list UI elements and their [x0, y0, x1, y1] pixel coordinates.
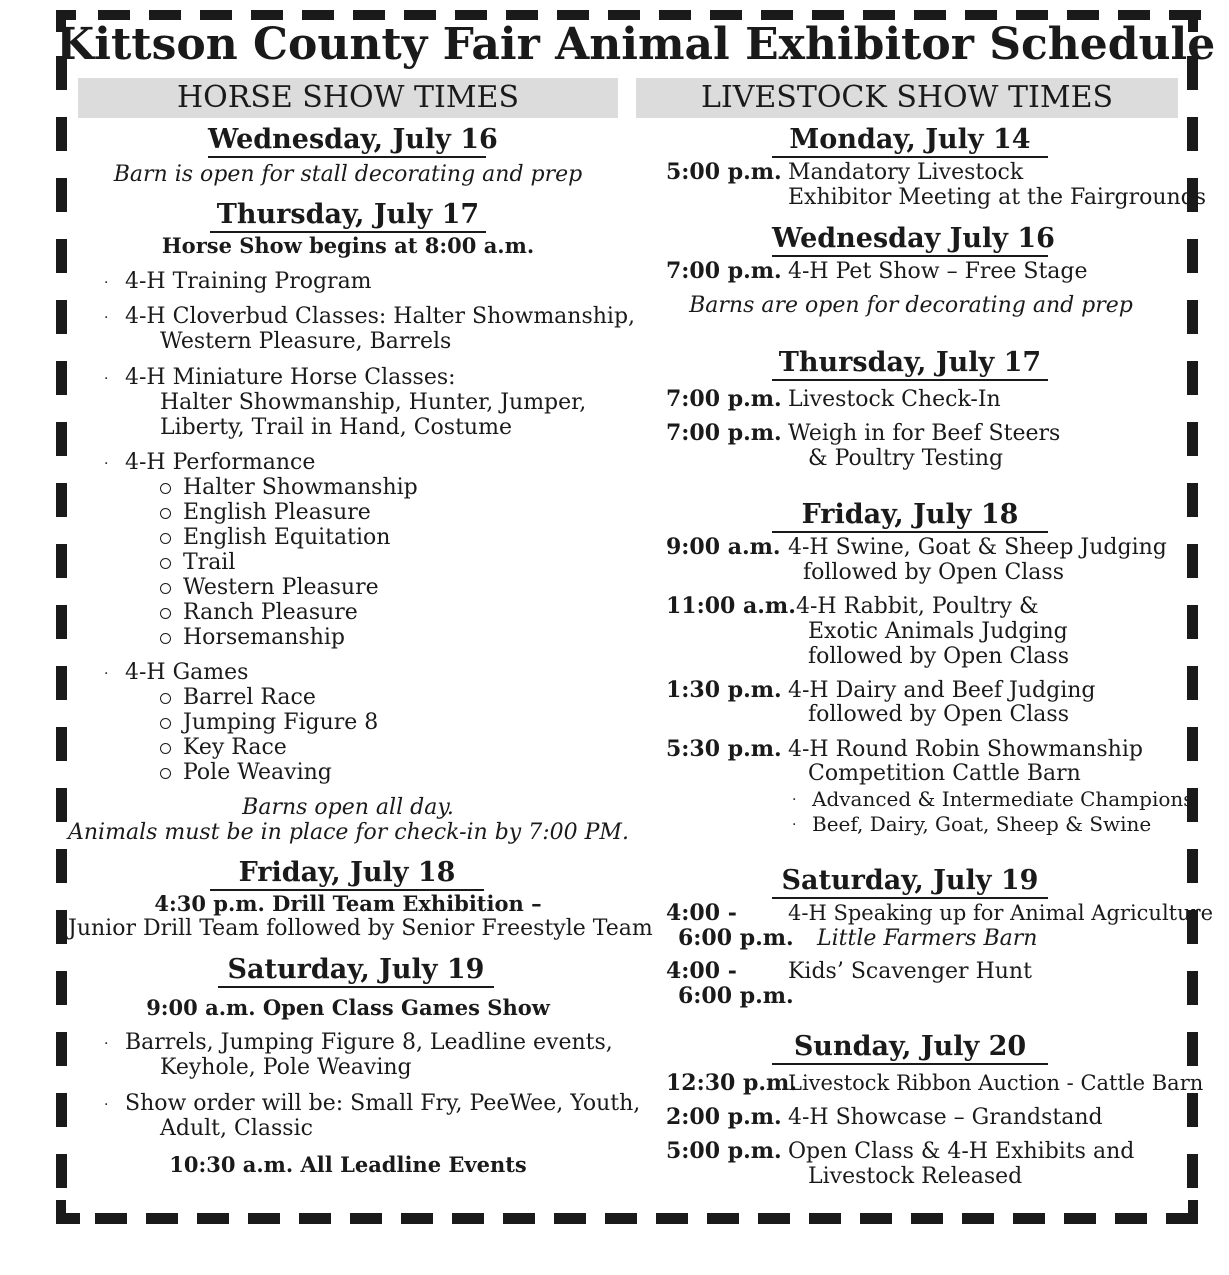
border-dash [56, 422, 67, 456]
horse-thu-date: Thursday, July 17 [210, 199, 486, 233]
sublist-item: Pole Weaving [183, 760, 332, 785]
livestock-sat-time2-end: 6:00 p.m. [678, 983, 794, 1009]
border-dash [1187, 1093, 1198, 1127]
livestock-fri-desc1-cont: followed by Open Class [803, 560, 1065, 585]
bullet-dot: · [104, 371, 109, 387]
border-dash [56, 666, 67, 700]
livestock-thu-desc2-cont: & Poultry Testing [808, 446, 1004, 471]
border-dash [707, 1213, 739, 1224]
livestock-wed-note: Barns are open for decorating and prep [689, 293, 1133, 318]
border-dash [1013, 1213, 1045, 1224]
livestock-sun-desc3-cont: Livestock Released [808, 1164, 1023, 1189]
border-dash [1187, 483, 1198, 517]
bullet-dot: · [104, 456, 109, 472]
border-dash [1187, 727, 1198, 761]
livestock-sun-time3: 5:00 p.m. [666, 1138, 782, 1164]
border-dash [1187, 239, 1198, 273]
livestock-sun-desc1: Livestock Ribbon Auction - Cattle Barn [788, 1071, 1204, 1095]
sublist-item: Jumping Figure 8 [183, 710, 379, 735]
horse-sat-show-order: Show order will be: Small Fry, PeeWee, Youth, [125, 1091, 641, 1116]
border-dash [56, 1154, 67, 1188]
bullet-dot: · [792, 817, 797, 833]
horse-item-performance: 4-H Performance [125, 450, 316, 475]
border-dash [56, 483, 67, 517]
border-dash [197, 1213, 229, 1224]
border-dash [56, 544, 67, 578]
livestock-fri-desc3: 4-H Dairy and Beef Judging [788, 678, 1096, 703]
horse-barns-note: Barns open all day. [242, 795, 454, 820]
horse-animals-note: Animals must be in place for check-in by 7:00 PM. [68, 820, 629, 845]
circle-bullet-icon [160, 633, 171, 644]
livestock-fri-desc2-cont2: followed by Open Class [808, 644, 1070, 669]
livestock-fri-bullet1: Advanced & Intermediate Champions [812, 787, 1194, 811]
border-dash [911, 1213, 943, 1224]
horse-thu-begins: Horse Show begins at 8:00 a.m. [161, 233, 535, 258]
border-dash [1115, 1213, 1147, 1224]
horse-item-games: 4-H Games [125, 660, 249, 685]
border-dash [56, 300, 67, 334]
border-dash [1187, 666, 1198, 700]
livestock-fri-desc2: 4-H Rabbit, Poultry & [796, 594, 1039, 619]
circle-bullet-icon [160, 718, 171, 729]
horse-item-miniature-cont2: Liberty, Trail in Hand, Costume [160, 415, 512, 440]
livestock-wed-date: Wednesday July 16 [772, 223, 1048, 257]
border-dash [1187, 849, 1198, 883]
livestock-thu-date: Thursday, July 17 [772, 347, 1048, 381]
bullet-dot: · [104, 1036, 109, 1052]
horse-item-cloverbud-cont: Western Pleasure, Barrels [160, 329, 452, 354]
bullet-dot: · [104, 275, 109, 291]
border-dash [503, 1213, 535, 1224]
bullet-dot: · [104, 666, 109, 682]
circle-bullet-icon [160, 558, 171, 569]
livestock-fri-time2: 11:00 a.m. [666, 593, 796, 619]
border-dash [401, 1213, 433, 1224]
border-dash [656, 1213, 688, 1224]
page-title: Kittson County Fair Animal Exhibitor Schedule [56, 19, 1216, 70]
livestock-column-header: LIVESTOCK SHOW TIMES [636, 78, 1178, 118]
sublist-item: English Pleasure [183, 500, 371, 525]
livestock-mon-desc-cont: Exhibitor Meeting at the Fairgrounds [788, 185, 1207, 210]
horse-fri-drill: 4:30 p.m. Drill Team Exhibition – [154, 891, 542, 916]
livestock-mon-time: 5:00 p.m. [666, 159, 782, 185]
border-dash [1187, 971, 1198, 1005]
livestock-fri-bullet2: Beef, Dairy, Goat, Sheep & Swine [812, 812, 1152, 836]
sublist-item: Western Pleasure [183, 575, 379, 600]
circle-bullet-icon [160, 608, 171, 619]
livestock-fri-time3: 1:30 p.m. [666, 677, 782, 703]
border-dash [56, 178, 67, 212]
circle-bullet-icon [160, 533, 171, 544]
livestock-sat-time1-end: 6:00 p.m. [678, 925, 794, 951]
horse-item-miniature-cont1: Halter Showmanship, Hunter, Jumper, [160, 390, 587, 415]
livestock-fri-time4: 5:30 p.m. [666, 736, 782, 762]
livestock-fri-desc4-cont: Competition Cattle Barn [808, 761, 1081, 786]
livestock-sat-time1: 4:00 - [666, 900, 737, 926]
horse-sat-events: Barrels, Jumping Figure 8, Leadline events, [125, 1030, 613, 1055]
sublist-item: Key Race [183, 735, 287, 760]
border-dash [248, 1213, 280, 1224]
livestock-sat-desc1-location: Little Farmers Barn [817, 926, 1038, 951]
circle-bullet-icon [160, 693, 171, 704]
sublist-item: English Equitation [183, 525, 391, 550]
livestock-sun-desc2: 4-H Showcase – Grandstand [788, 1105, 1103, 1130]
border-dash [56, 605, 67, 639]
horse-column-header: HORSE SHOW TIMES [78, 78, 618, 118]
border-dash [809, 1213, 841, 1224]
border-dash [860, 1213, 892, 1224]
border-dash [1187, 361, 1198, 395]
border-dash [56, 361, 67, 395]
border-dash [554, 1213, 586, 1224]
border-dash [1187, 544, 1198, 578]
horse-item-cloverbud: 4-H Cloverbud Classes: Halter Showmanship, [125, 304, 636, 329]
livestock-thu-desc2: Weigh in for Beef Steers [788, 421, 1061, 446]
bullet-dot: · [104, 1097, 109, 1113]
livestock-fri-desc1: 4-H Swine, Goat & Sheep Judging [788, 535, 1167, 560]
border-dash [350, 1213, 382, 1224]
border-dash [758, 1213, 790, 1224]
border-dash [1187, 300, 1198, 334]
border-dash [56, 727, 67, 761]
horse-item-training: 4-H Training Program [125, 269, 372, 294]
sublist-item: Trail [183, 550, 236, 575]
border-dash [1187, 117, 1198, 151]
circle-bullet-icon [160, 508, 171, 519]
livestock-mon-date: Monday, July 14 [772, 124, 1048, 158]
livestock-thu-desc1: Livestock Check-In [788, 387, 1001, 412]
border-dash [56, 788, 67, 822]
border-dash [56, 849, 67, 883]
horse-fri-drill-detail: Junior Drill Team followed by Senior Freestyle Team [68, 916, 653, 941]
horse-fri-date: Friday, July 18 [210, 857, 484, 891]
livestock-fri-desc4: 4-H Round Robin Showmanship [788, 737, 1143, 762]
livestock-sat-date: Saturday, July 19 [772, 865, 1048, 899]
border-dash [1188, 1200, 1198, 1224]
livestock-sat-time2: 4:00 - [666, 958, 737, 984]
livestock-sun-desc3: Open Class & 4-H Exhibits and [788, 1139, 1135, 1164]
livestock-sun-date: Sunday, July 20 [772, 1031, 1048, 1065]
livestock-sat-desc2: Kids’ Scavenger Hunt [788, 959, 1032, 984]
border-dash [56, 971, 67, 1005]
border-dash [95, 1213, 127, 1224]
sublist-item: Halter Showmanship [183, 475, 418, 500]
livestock-wed-desc: 4-H Pet Show – Free Stage [788, 259, 1088, 284]
border-dash [962, 1213, 994, 1224]
border-dash [1187, 1154, 1198, 1188]
horse-item-miniature: 4-H Miniature Horse Classes: [125, 365, 456, 390]
border-dash [452, 1213, 484, 1224]
border-dash [1187, 1032, 1198, 1066]
border-dash [56, 1093, 67, 1127]
circle-bullet-icon [160, 583, 171, 594]
sublist-item: Horsemanship [183, 625, 345, 650]
border-dash [56, 910, 67, 944]
border-dash [1064, 1213, 1096, 1224]
circle-bullet-icon [160, 483, 171, 494]
livestock-wed-time: 7:00 p.m. [666, 258, 782, 284]
livestock-fri-desc2-cont1: Exotic Animals Judging [808, 619, 1068, 644]
livestock-fri-date: Friday, July 18 [772, 499, 1048, 533]
border-dash [56, 1200, 66, 1224]
border-dash [56, 239, 67, 273]
circle-bullet-icon [160, 743, 171, 754]
livestock-sun-time2: 2:00 p.m. [666, 1104, 782, 1130]
border-dash [146, 1213, 178, 1224]
livestock-thu-time2: 7:00 p.m. [666, 420, 782, 446]
border-dash [1187, 422, 1198, 456]
horse-sat-games-show: 9:00 a.m. Open Class Games Show [146, 995, 550, 1020]
border-dash [56, 1032, 67, 1066]
livestock-sat-desc1: 4-H Speaking up for Animal Agriculture [788, 901, 1214, 925]
horse-sat-events-cont: Keyhole, Pole Weaving [160, 1055, 412, 1080]
border-dash [605, 1213, 637, 1224]
border-dash [56, 117, 67, 151]
livestock-thu-time1: 7:00 p.m. [666, 386, 782, 412]
livestock-fri-time1: 9:00 a.m. [666, 534, 781, 560]
livestock-mon-desc: Mandatory Livestock [788, 160, 1024, 185]
circle-bullet-icon [160, 768, 171, 779]
horse-sat-show-order-cont: Adult, Classic [160, 1116, 313, 1141]
livestock-sun-time1: 12:30 p.m. [666, 1070, 797, 1096]
horse-sat-leadline: 10:30 a.m. All Leadline Events [169, 1152, 527, 1177]
border-dash [1187, 605, 1198, 639]
horse-sat-date: Saturday, July 19 [218, 954, 494, 988]
bullet-dot: · [104, 310, 109, 326]
sublist-item: Ranch Pleasure [183, 600, 358, 625]
horse-wed-date: Wednesday, July 16 [208, 124, 486, 158]
livestock-fri-desc3-cont: followed by Open Class [808, 702, 1070, 727]
bullet-dot: · [792, 792, 797, 808]
horse-wed-note: Barn is open for stall decorating and prep [113, 162, 583, 187]
border-dash [299, 1213, 331, 1224]
sublist-item: Barrel Race [183, 685, 316, 710]
